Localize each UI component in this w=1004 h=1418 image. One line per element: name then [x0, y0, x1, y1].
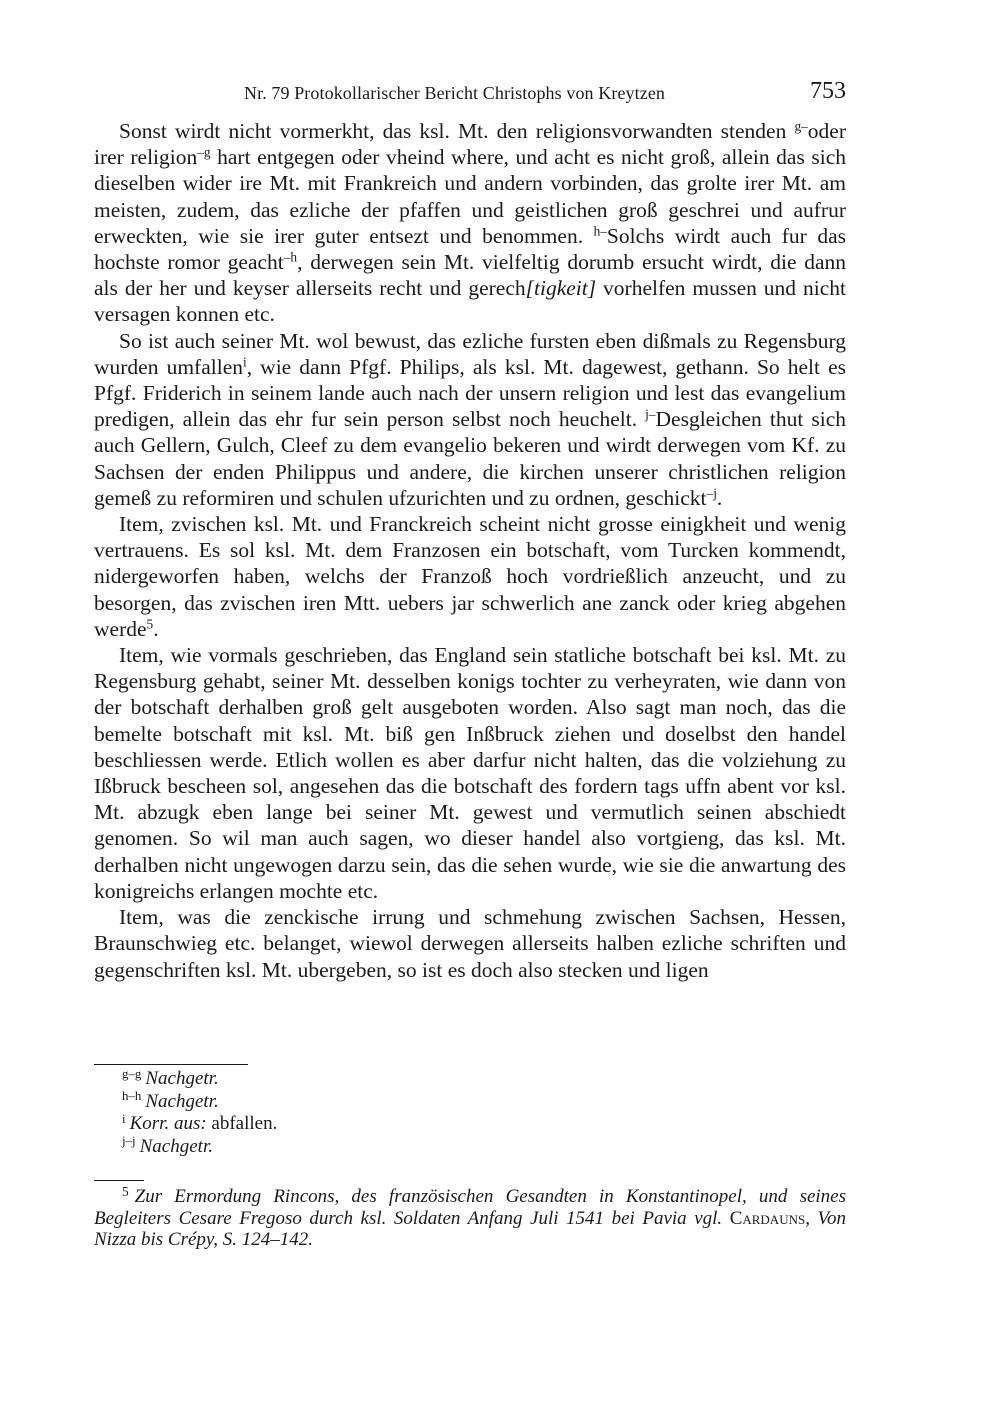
textnote-label: Nachgetr. — [145, 1090, 219, 1112]
paragraph-3 — [94, 511, 846, 642]
footnote-author: Cardauns — [729, 1207, 806, 1229]
textnote-mark: g–g — [122, 1065, 142, 1081]
footnote-marker: 5 — [146, 616, 154, 632]
page-header — [94, 78, 846, 108]
textnote-mark: i — [122, 1110, 126, 1126]
textnote-marker: h– — [593, 223, 607, 239]
textnote — [94, 1133, 846, 1159]
textnote-marker: –h — [283, 249, 298, 265]
text-run: , wie dann Pfgf. Philips, als ksl. Mt. dagewest, gethann. So helt es Pfgf. Friderich in seinem lande auch nach der unsern religion und lest das evangelium predigen, allein das ehr fur sein person selbst noch heuchelt. — [94, 354, 846, 432]
footnote-text: Zur Ermordung Rincons, des französischen Gesandten in Konstantinopel, und seines Begleiters Cesare Fregoso durch ksl. Soldaten Anfang Juli 1541 bei Pavia vgl. — [94, 1186, 846, 1229]
text-run: Item, wie vormals geschrieben, das England sein statliche botschaft bei ksl. Mt. zu Regensburg gehabt, seiner Mt. desselben konigs tochter zu verheyraten, wie dann von der botschaft derhalben groß gelt ausgeboten worden. Also sagt man noch, das die bemelte botschaft mit ksl. Mt. biß gen Inßbruck ziehen und doselbst den handel beschliessen werde. Etlich wollen es aber darfur nicht halten, das die volziehung zu Ißbruck bescheen sol, angesehen das die botschaft des fordern tags uffn abent vor ksl. Mt. abzugk eben lange bei seiner Mt. gewest und vermutlich seinen abschiedt genomen. So wil man auch sagen, wo dieser handel also vortgieng, das ksl. Mt. derhalben nicht ungewogen darzu sein, das die sehen wurde, wie sie die anwartung des konigreichs erlangen mochte etc. — [94, 643, 846, 903]
footnote — [94, 1186, 846, 1251]
editorial-addition: [tigkeit] — [525, 276, 597, 301]
footnote-number: 5 — [122, 1184, 129, 1200]
footnote-rule — [94, 1180, 144, 1181]
textnote-marker: g– — [794, 118, 808, 134]
textnote — [94, 1110, 846, 1136]
textnote-label: Korr. aus: — [129, 1113, 207, 1134]
text-run: vorhelfen mussen und nicht versagen konnen etc. — [94, 276, 846, 327]
textnote-mark: j–j — [122, 1133, 136, 1149]
text-run: Item, was die zenckische irrung und schmehung zwischen Sachsen, Hessen, Braunschwieg etc. belanget, wiewol derwegen allerseits halben ezliche schriften und gegenschriften ksl. Mt. ubergeben, so ist es doch also stecken und ligen — [94, 905, 846, 982]
textnote-marker: i — [243, 354, 247, 370]
textnote-mark: h–h — [122, 1088, 142, 1104]
text-run: . — [153, 616, 159, 641]
text-run: . — [716, 485, 723, 510]
text-run: Sonst wirdt nicht vormerkht, das ksl. Mt. den religionsvorwandten stenden — [119, 119, 795, 143]
paragraph-4 — [94, 642, 846, 904]
text-run: Item, zvischen ksl. Mt. und Franckreich scheint nicht grosse einigkheit und wenig vertrauens. Es sol ksl. Mt. dem Franzosen ein botschaft, vom Turcken kommendt, nidergeworfen haben, welchs der Franzoß hoch vordrießlich anzeucht, und zu besorgen, das zvischen iren Mtt. uebers jar schwerlich ane zanck oder krieg abgehen werde — [94, 512, 846, 641]
text-run: Desgleichen thut sich auch Gellern, Gulch, Cleef zu dem evangelio bekeren und wirdt derwegen vom Kf. zu Sachsen der enden Philippus und andere, die kirchen unserer christlichen religion gemeß zu reformiren und schulen ufzurichten und zu ordnen, geschickt — [94, 407, 846, 510]
text-run: oder irer religion — [94, 119, 846, 170]
textnotes — [94, 1065, 846, 1158]
textnote-rest: abfallen. — [206, 1113, 278, 1134]
text-run: , derwegen sein Mt. vielfeltig dorumb ersucht wirdt, die dann als der her und keyser allerseits recht und gerech — [94, 250, 846, 301]
document-page — [94, 0, 846, 1418]
main-text — [94, 118, 846, 983]
paragraph-2 — [94, 328, 846, 511]
textnote-label: Nachgetr. — [139, 1135, 213, 1157]
textnote — [94, 1065, 846, 1091]
textnote — [94, 1088, 846, 1114]
textnote-marker: –g — [197, 144, 211, 160]
textnote-marker: j– — [645, 406, 656, 422]
textnotes-rule — [94, 1064, 248, 1065]
text-run: So ist auch seiner Mt. wol bewust, das ezliche fursten eben dißmals zu Regensburg wurden umfallen — [94, 328, 846, 379]
page-number: 753 — [810, 78, 846, 104]
paragraph-1 — [94, 118, 846, 328]
textnote-label: Nachgetr. — [145, 1068, 219, 1089]
text-run: Solchs wirdt auch fur das hochste romor geacht — [94, 223, 846, 275]
text-run: hart entgegen oder vheind where, und acht es nicht groß, allein das sich dieselben wider ire Mt. mit Frankreich und andern vorbinden, das grolte irer Mt. am meisten, zudem, das ezliche der pfaffen und geistlichen groß geschrei und aufrur erweckten, wie sie irer guter entsezt und benommen. — [94, 145, 846, 248]
textnote-marker: –j — [706, 485, 717, 501]
footnote-reference: , Von Nizza bis Crépy, S. 124–142. — [94, 1207, 846, 1250]
running-title: Nr. 79 Protokollarischer Bericht Christophs von Kreytzen — [244, 83, 666, 103]
paragraph-5 — [94, 904, 846, 983]
